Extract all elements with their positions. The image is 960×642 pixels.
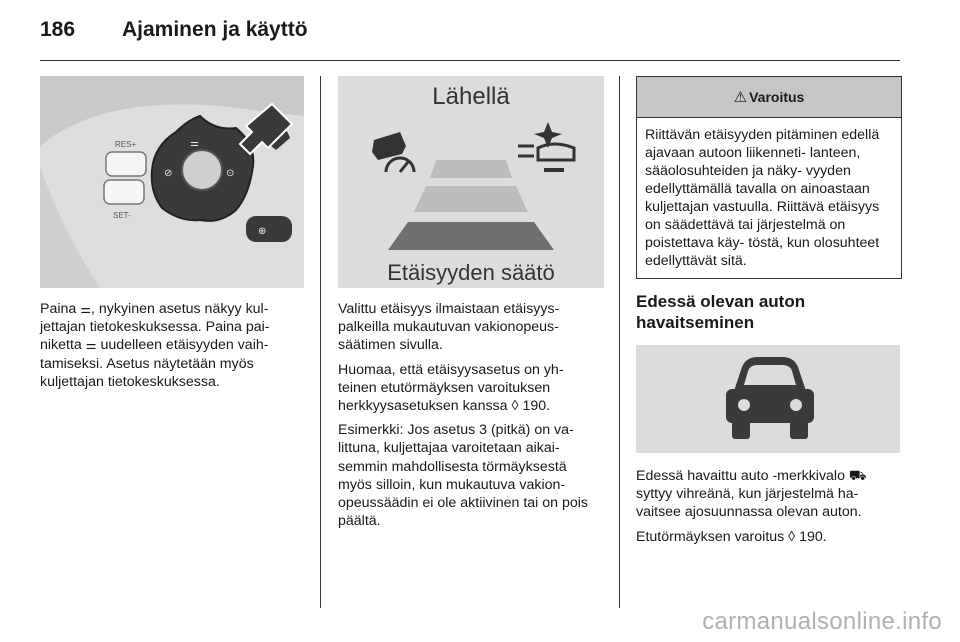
display-bottom-label: Etäisyyden säätö [387,260,555,285]
warning-box [636,76,902,279]
col2-paragraph-3: Esimerkki: Jos asetus 3 (pitkä) on va- littuna, kuljettajaa varoitetaan aikai- semmin mahdollisesta törmäyksestä myös silloin, kun mukautuva vakion- opeussäädin ei ole aktiivinen tai on pois päältä. [338,422,589,530]
car-detected-figure [636,345,900,453]
column-1 [40,76,304,391]
column-divider-1 [320,76,321,608]
col2-paragraph-1: Valittu etäisyys ilmaistaan etäisyys- palkeilla mukautuvan vakionopeus- säätimen sivulla. [338,301,560,354]
page-header [40,18,308,48]
distance-bar-1 [430,160,512,178]
distance-bar-2 [414,186,528,212]
svg-text:⚌: ⚌ [190,138,199,149]
svg-text:⊘: ⊘ [164,168,173,179]
warning-icon: ⚠ [733,88,748,106]
warning-text: Riittävän etäisyyden pitäminen edellä ajavaan autoon liikenneti- lanteen, sääolosuhteiden ja näky- vyyden edellyttämällä tavalla on ainoastaan kuljettajan vastuulla. Riittävä etäisyys on säädettävä tai järjestelmä on poistettava käy- töstä, kun olosuhteet edellyttävät sitä. [645,127,880,269]
distance-bar-3 [388,222,554,250]
set-label: SET- [113,211,131,220]
section-heading: Edessä olevan auton havaitseminen [636,292,806,332]
section-paragraph-1: Edessä havaittu auto -merkkivalo ⛟ syttyy vihreänä, kun järjestelmä ha- vaitsee ajosuunnassa olevan auton. [636,468,867,521]
steering-wheel-figure [40,76,304,288]
chapter-title: Ajaminen ja käyttö [122,18,308,41]
svg-text:⊕: ⊕ [258,226,267,237]
column-divider-2 [619,76,620,608]
col2-paragraph-2: Huomaa, että etäisyysasetus on yh- teinen etutörmäyksen varoituksen herkkyysasetuksen kanssa ◊ 190. [338,361,564,415]
distance-icon: ⚌ [85,338,97,353]
header-rule [40,60,900,61]
watermark: carmanualsonline.info [702,608,942,635]
warning-header [637,77,901,118]
distance-display-figure [338,76,604,288]
warning-title: Varoitus [749,89,805,105]
section-paragraph-2: Etutörmäyksen varoitus ◊ 190. [636,528,827,545]
column-3 [636,76,902,546]
col1-paragraph: Paina ⚌, nykyinen asetus näkyy kul- jettajan tietokeskuksessa. Paina pai- niketta ⚌ uudelleen etäisyyden vaih- tamiseksi. Asetus näytetään myös kuljettajan tietokeskuksessa. [40,301,270,390]
svg-text:⊙: ⊙ [226,168,235,179]
res-label: RES+ [115,140,137,149]
display-top-label: Lähellä [432,83,510,110]
distance-icon: ⚌ [80,302,91,316]
column-2 [338,76,604,530]
page-number: 186 [40,18,76,41]
